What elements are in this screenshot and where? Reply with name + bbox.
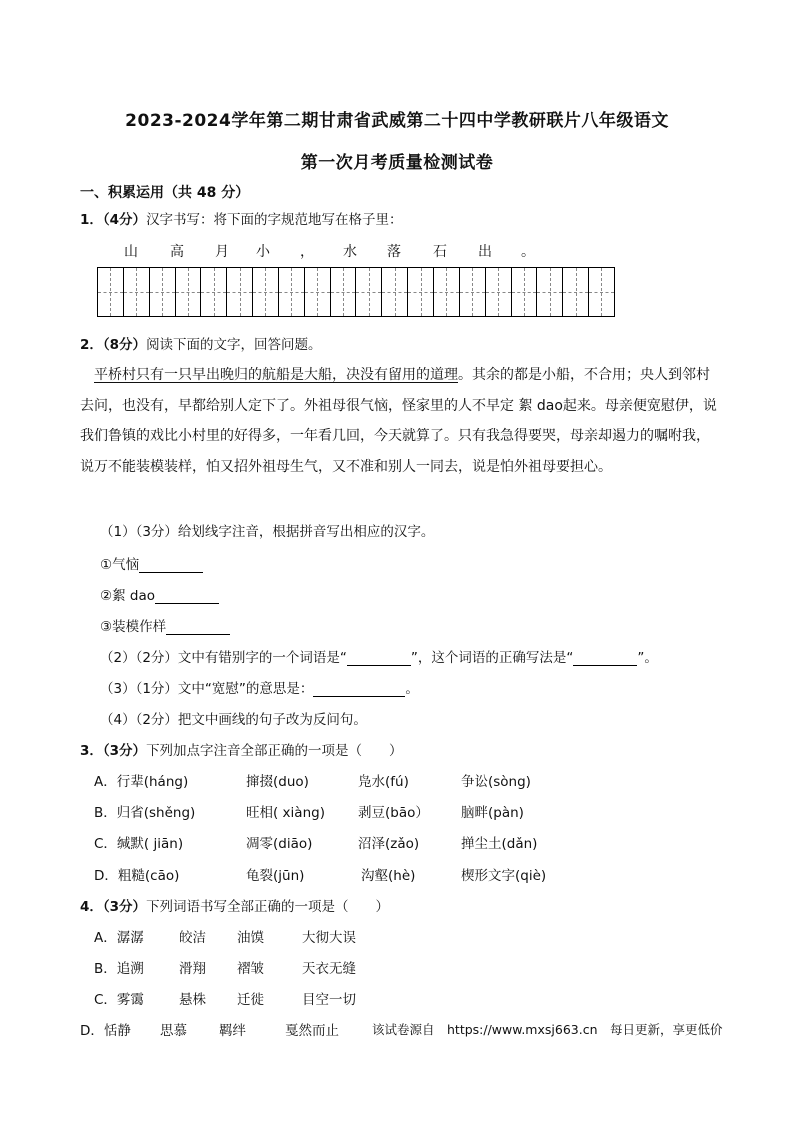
option-c-term: 沼泽(zǎo) <box>358 836 420 852</box>
grid-cell[interactable] <box>227 268 253 316</box>
char: 山 <box>124 244 138 260</box>
writing-grid <box>97 267 615 317</box>
page-subtitle: 第一次月考质量检测试卷 <box>300 153 494 173</box>
option-b-term: 褶皱 <box>237 961 264 977</box>
grid-cell[interactable] <box>460 268 486 316</box>
option-a-term: 大彻大误 <box>302 930 356 946</box>
grid-cell[interactable] <box>305 268 331 316</box>
subquestion-text: （2）（2分）文中有错别字的一个词语是“ <box>100 650 347 666</box>
option-d-term: 龟裂(jūn) <box>246 868 305 884</box>
subquestion-2 <box>100 646 658 666</box>
question-score: （3分） <box>102 899 147 915</box>
answer-blank[interactable] <box>155 589 219 604</box>
option-b[interactable]: B．追溯 <box>94 961 144 977</box>
option-b-term: 剥豆(bāo） <box>358 805 429 821</box>
underlined-sentence: 平桥村只有一只早出晚归的航船是大船，决没有留用的道理 <box>94 367 458 383</box>
char: 高 <box>170 244 184 260</box>
grid-cell[interactable] <box>253 268 279 316</box>
question-number: 1． <box>80 212 103 228</box>
grid-cell[interactable] <box>434 268 460 316</box>
circle-number: ③ <box>100 619 113 635</box>
subquestion-text: 。 <box>405 681 419 697</box>
option-c-term: 悬株 <box>179 992 206 1008</box>
option-a-term: 油馍 <box>237 930 264 946</box>
grid-cell[interactable] <box>98 268 124 316</box>
option-b-term: 天衣无缝 <box>302 961 356 977</box>
option-d-term: 楔形文字(qiè) <box>461 868 547 884</box>
question-prompt: 阅读下面的文字，回答问题。 <box>146 337 322 353</box>
option-b-term: 滑翔 <box>179 961 206 977</box>
item-text: 装模作样 <box>112 619 167 635</box>
question-prompt: 下列词语书写全部正确的一项是（ ） <box>146 899 390 915</box>
page-title: 2023-2024学年第二期甘肃省武威第二十四中学教研联片八年级语文 <box>125 111 669 131</box>
char: 落 <box>387 244 401 260</box>
grid-cell[interactable] <box>150 268 176 316</box>
answer-blank[interactable] <box>313 682 405 697</box>
answer-blank[interactable] <box>166 620 230 635</box>
char: 出 <box>478 244 492 260</box>
char: 水 <box>343 244 357 260</box>
question-number: 4． <box>80 899 103 915</box>
circle-number: ② <box>100 588 113 604</box>
grid-cell[interactable] <box>537 268 563 316</box>
option-a-term: 争讼(sòng) <box>461 774 531 790</box>
answer-blank[interactable] <box>573 651 637 666</box>
char: 小 <box>256 244 270 260</box>
char: ， <box>300 244 314 260</box>
option-a-term: 皎洁 <box>179 930 206 946</box>
grid-cell[interactable] <box>176 268 202 316</box>
grid-cell[interactable] <box>512 268 538 316</box>
pinyin-item-2 <box>100 584 219 604</box>
option-a-term: 凫水(fú) <box>358 774 409 790</box>
circle-number: ① <box>100 557 113 573</box>
question-3 <box>80 739 403 759</box>
question-score: （3分） <box>102 743 147 759</box>
question-score: （8分） <box>102 337 147 353</box>
grid-cell[interactable] <box>279 268 305 316</box>
source-note: 该试卷源自 https://www.mxsj663.cn 每日更新，享更低价 <box>372 1022 723 1037</box>
option-b-term: 旺相( xiàng) <box>246 805 325 821</box>
question-prompt: 下列加点字注音全部正确的一项是（ ） <box>146 743 403 759</box>
subquestion-text: ”，这个词语的正确写法是“ <box>410 650 574 666</box>
option-c-term: 凋零(diāo) <box>246 836 313 852</box>
grid-cell[interactable] <box>408 268 434 316</box>
subquestion-text: ”。 <box>637 650 658 666</box>
option-a[interactable]: A．行辈(háng) <box>94 774 189 790</box>
subquestion-4: （4）（2分）把文中画线的句子改为反问句。 <box>100 712 367 728</box>
option-c[interactable]: C．雾霭 <box>94 992 144 1008</box>
option-a[interactable]: A．潺潺 <box>94 930 144 946</box>
pinyin-item-3 <box>100 615 230 635</box>
option-d[interactable]: D．粗糙(cāo) <box>94 868 180 884</box>
question-number: 2． <box>80 337 103 353</box>
answer-blank[interactable] <box>347 651 411 666</box>
question-2 <box>80 333 322 353</box>
option-c-term: 目空一切 <box>302 992 356 1008</box>
pinyin-item-1 <box>100 553 203 573</box>
grid-cell[interactable] <box>356 268 382 316</box>
question-1 <box>80 208 403 228</box>
grid-cell[interactable] <box>201 268 227 316</box>
option-d-term: 羁绊 <box>219 1023 246 1039</box>
item-text: 絮 dao <box>112 588 156 604</box>
option-d-term: 戛然而止 <box>285 1023 339 1039</box>
question-4 <box>80 895 389 915</box>
question-score: （4分） <box>102 212 147 228</box>
grid-cell[interactable] <box>589 268 614 316</box>
answer-blank[interactable] <box>139 558 203 573</box>
section-heading: 一、积累运用（共 48 分） <box>80 185 250 201</box>
option-d[interactable]: D．恬静 <box>80 1023 131 1039</box>
subquestion-1: （1）（3分）给划线字注音，根据拼音写出相应的汉字。 <box>100 524 435 540</box>
option-c[interactable]: C．缄默( jiān) <box>94 836 184 852</box>
grid-cell[interactable] <box>382 268 408 316</box>
char: 石 <box>433 244 447 260</box>
grid-cell[interactable] <box>486 268 512 316</box>
subquestion-3 <box>100 677 419 697</box>
item-text: 气恼 <box>112 557 140 573</box>
option-a-term: 撺掇(duo) <box>246 774 309 790</box>
option-c-term: 迁徙 <box>237 992 264 1008</box>
grid-cell[interactable] <box>563 268 589 316</box>
question-number: 3． <box>80 743 103 759</box>
question-prompt: 汉字书写：将下面的字规范地写在格子里： <box>146 212 403 228</box>
subquestion-text: （3）（1分）文中“宽慰”的意思是： <box>100 681 314 697</box>
grid-cell[interactable] <box>124 268 150 316</box>
option-d-term: 思慕 <box>160 1023 187 1039</box>
grid-cell[interactable] <box>331 268 357 316</box>
option-d-term: 沟壑(hè) <box>361 868 416 884</box>
char: 月 <box>215 244 229 260</box>
option-c-term: 掸尘土(dǎn) <box>461 836 538 852</box>
option-b[interactable]: B．归省(shěng) <box>94 805 196 821</box>
passage-text: 。其余的都是小船，不合用；央人到邻村去问，也没有，早都给别人定下了。外祖母很气恼，怪家里的人不早定 絮 dao起来。母亲便宽慰伊，说我们鲁镇的戏比小村里的好得多，一年看几回，今天就算了。只有我急得要哭，母亲却遏力的嘱咐我，说万不能装模装样，怕又招外祖母生气，又不准和别人一同去，说是怕外祖母要担心。 <box>80 367 717 475</box>
char: 。 <box>521 244 535 260</box>
reading-passage <box>80 360 720 482</box>
option-b-term: 脑畔(pàn) <box>461 805 524 821</box>
